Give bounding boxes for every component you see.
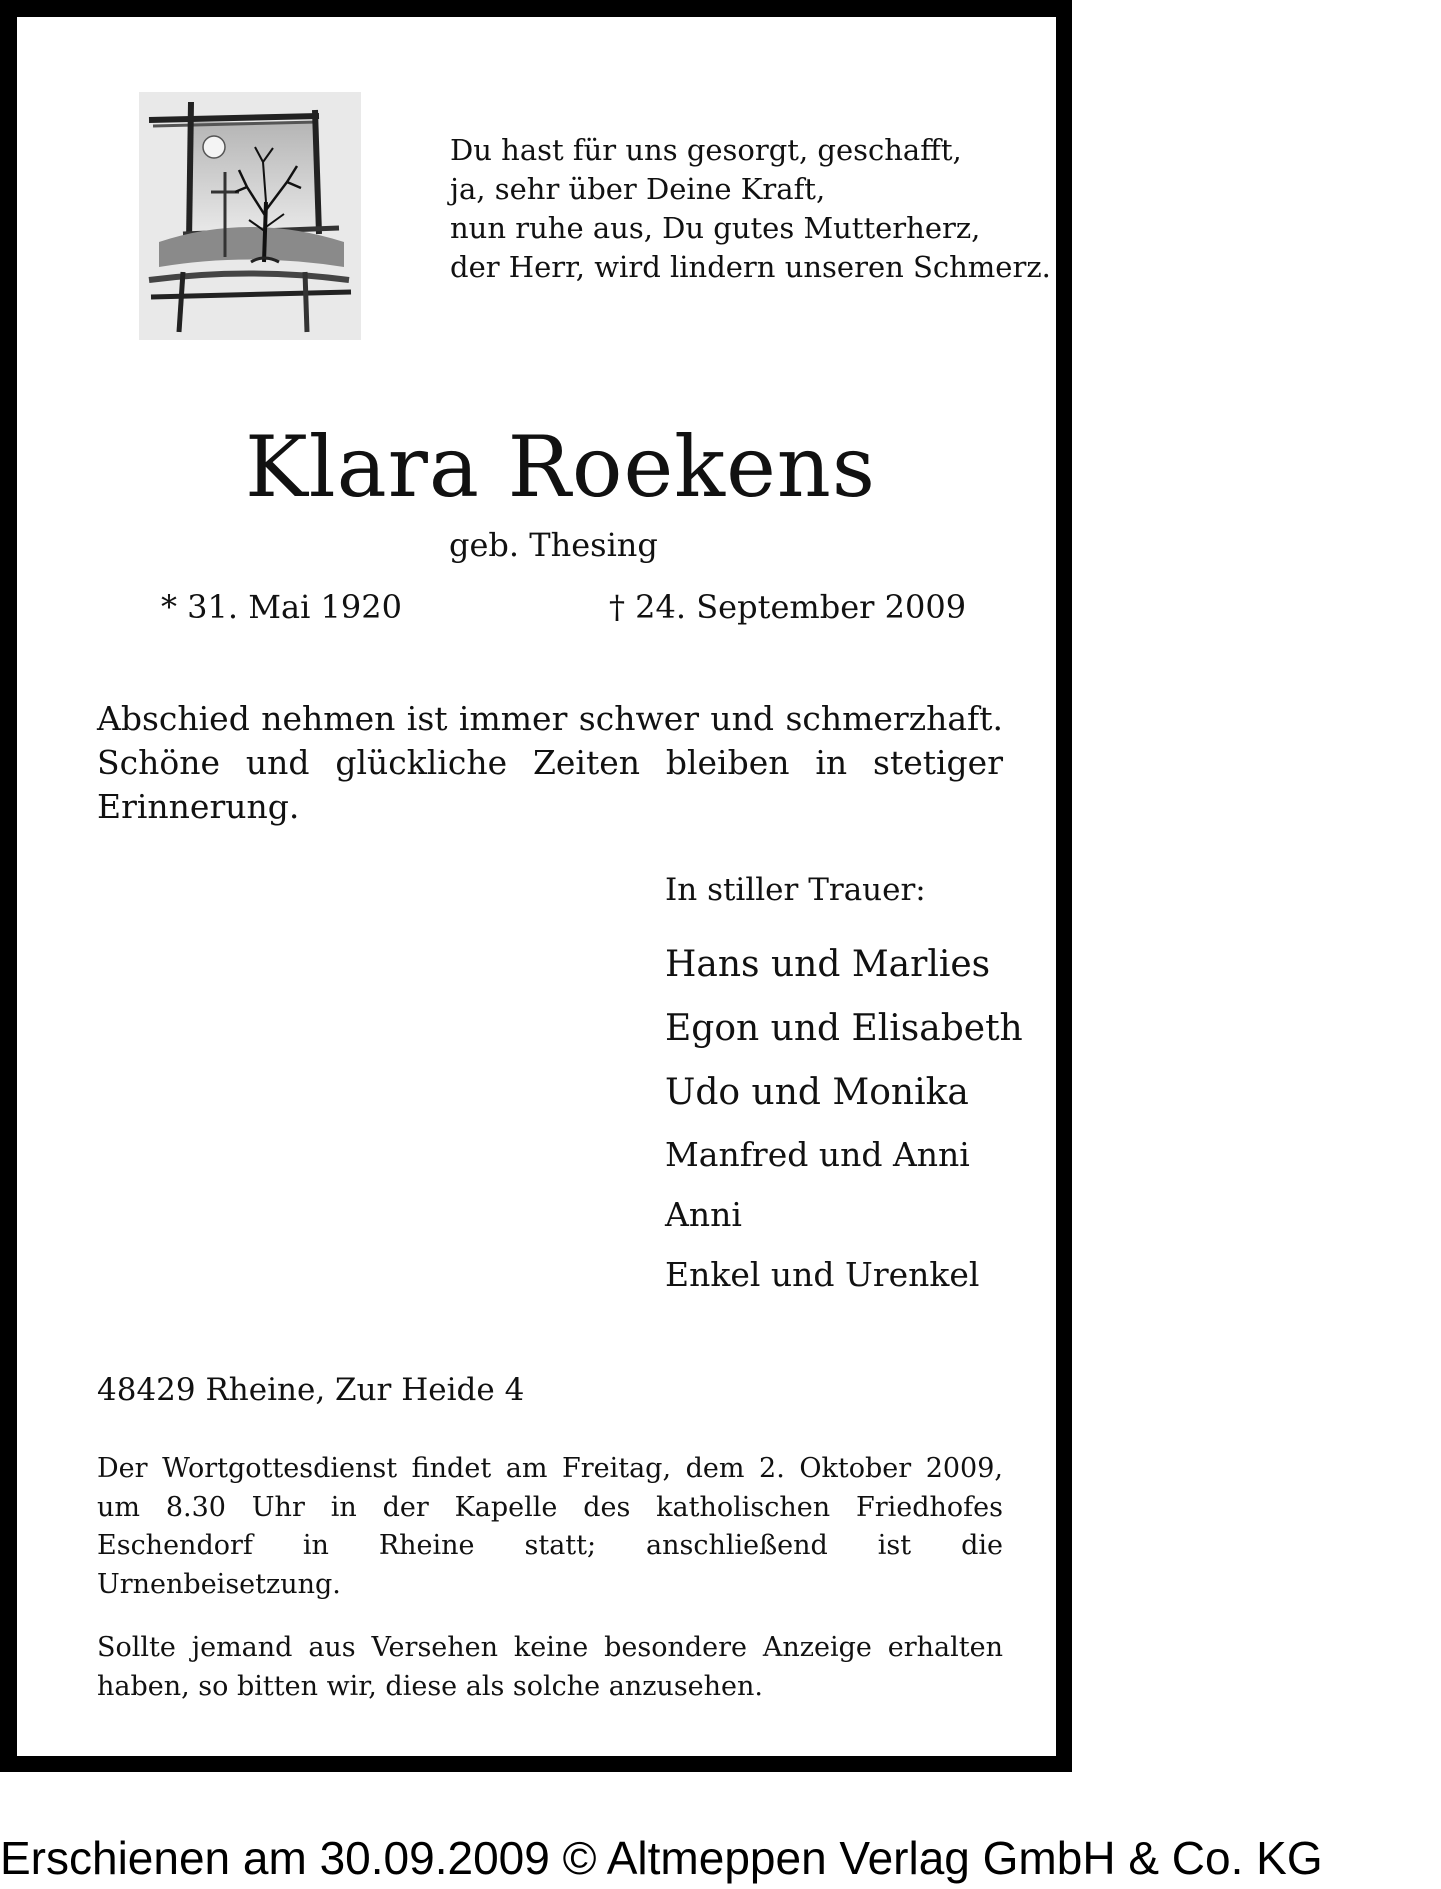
memorial-poem — [450, 131, 1051, 287]
mourner-name: Manfred und Anni — [665, 1135, 970, 1174]
poem-line: nun ruhe aus, Du gutes Mutterherz, — [450, 211, 981, 245]
farewell-text: Abschied nehmen ist immer schwer und schmerzhaft. Schöne und glückliche Zeiten bleiben in stetiger Erinnerung. — [97, 699, 1003, 826]
poem-line: der Herr, wird lindern unseren Schmerz. — [450, 250, 1051, 284]
mourner-name: Udo und Monika — [665, 1072, 969, 1113]
memorial-tree-emblem — [139, 92, 361, 340]
death-date: † 24. September 2009 — [609, 588, 967, 626]
poem-line: ja, sehr über Deine Kraft, — [450, 172, 826, 206]
publication-footer: Erschienen am 30.09.2009 © Altmeppen Verlag GmbH & Co. KG — [0, 1832, 1323, 1884]
mourners-list — [665, 933, 1023, 1305]
mourning-label: In stiller Trauer: — [665, 872, 926, 908]
obituary-card — [17, 17, 1056, 1756]
service-info: Der Wortgottesdienst findet am Freitag, dem 2. Oktober 2009, um 8.30 Uhr in der Kapelle des katholischen Friedhofes Eschendorf in Rheine statt; anschließend ist die Urnenbeisetzung. — [97, 1453, 1003, 1600]
maiden-name: geb. Thesing — [449, 526, 658, 564]
mourner-name: Hans und Marlies — [665, 944, 991, 985]
mourner-name: Egon und Elisabeth — [665, 1008, 1023, 1049]
family-address: 48429 Rheine, Zur Heide 4 — [97, 1372, 525, 1408]
deceased-name: Klara Roekens — [245, 418, 876, 516]
poem-line: Du hast für uns gesorgt, geschafft, — [450, 133, 962, 167]
mourner-name: Anni — [665, 1195, 742, 1234]
notice-text: Sollte jemand aus Versehen keine besondere Anzeige erhalten haben, so bitten wir, diese als solche anzusehen. — [97, 1632, 1003, 1702]
birth-date: * 31. Mai 1920 — [161, 588, 402, 626]
mourner-name: Enkel und Urenkel — [665, 1255, 980, 1294]
